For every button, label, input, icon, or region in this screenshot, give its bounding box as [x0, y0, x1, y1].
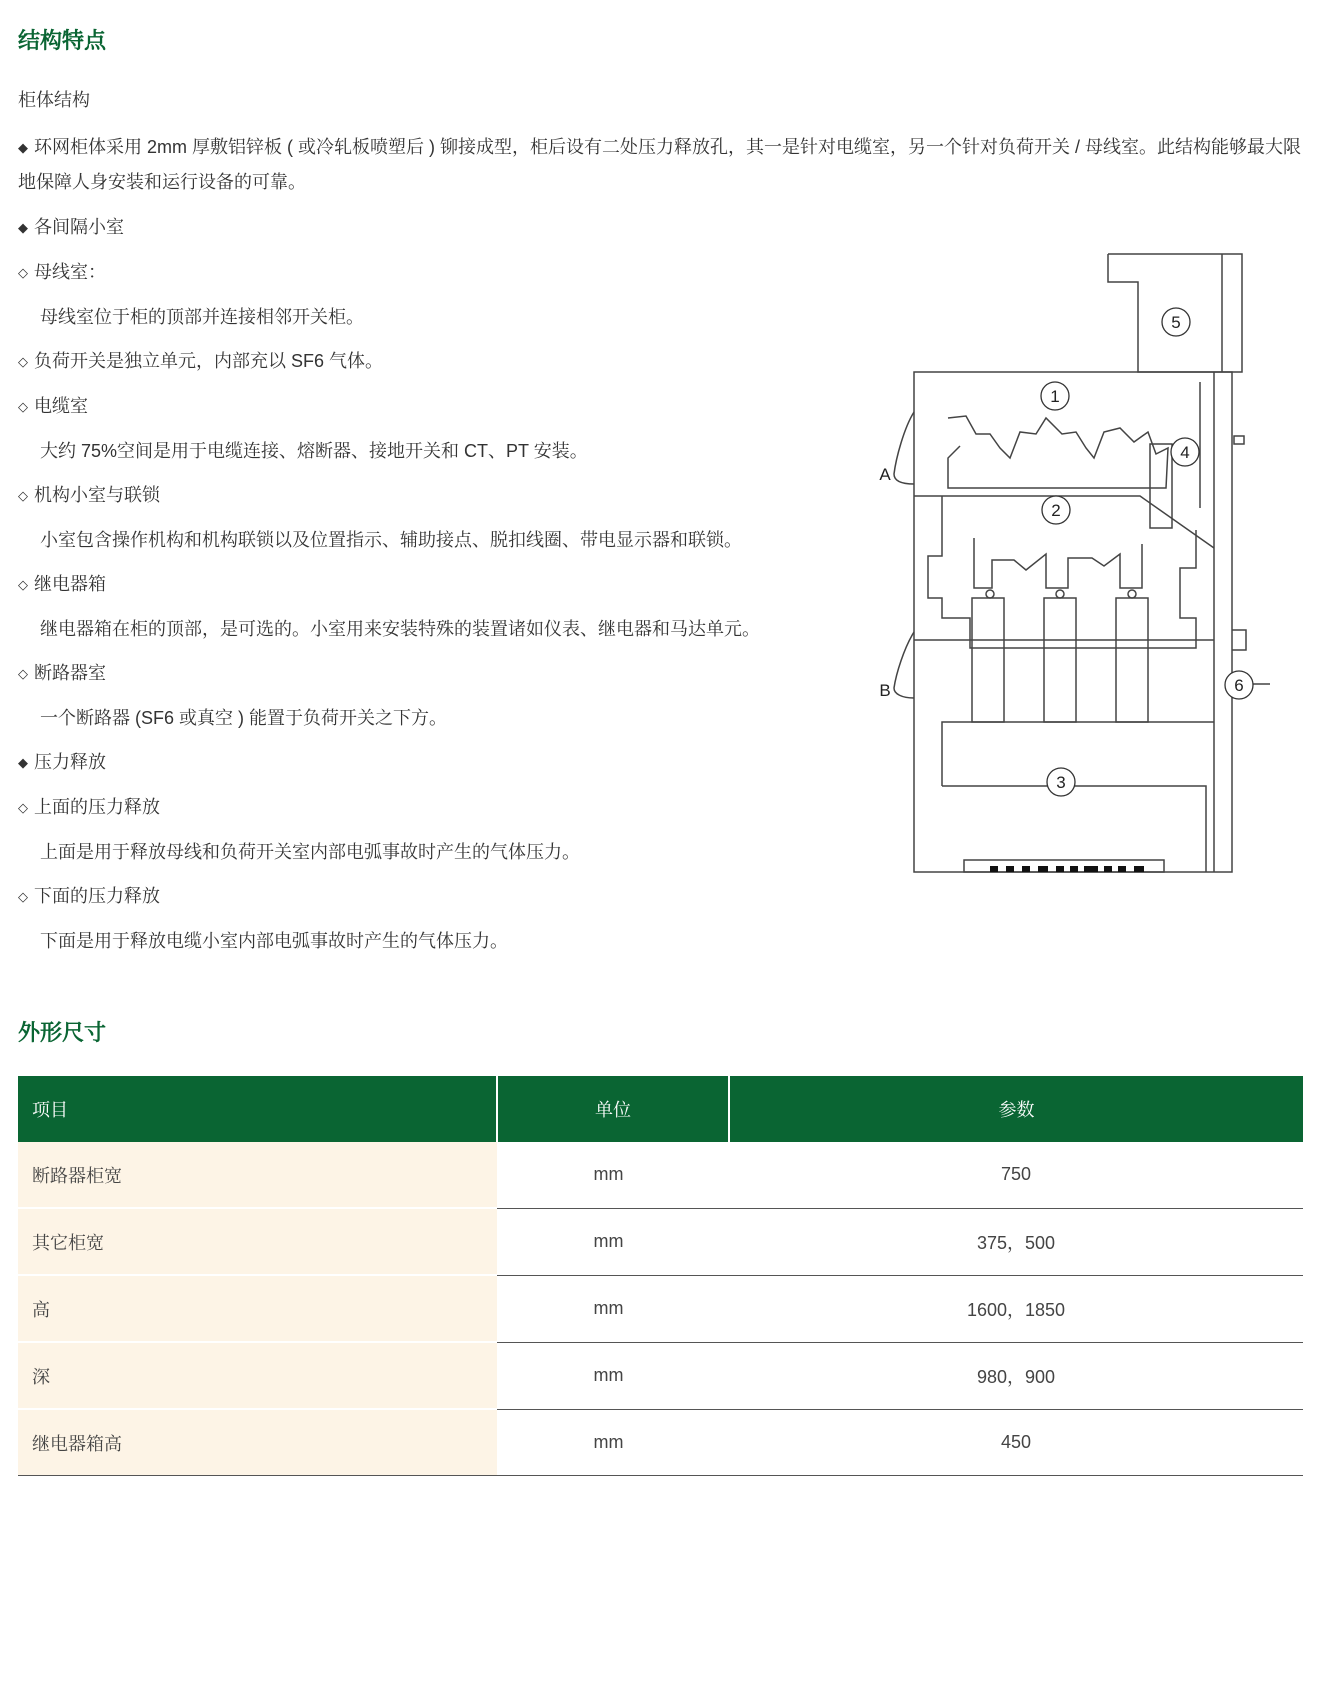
cable-terminals: [990, 866, 1144, 872]
label-5: 5: [1171, 313, 1181, 332]
upper-pressure-desc: 上面是用于释放母线和负荷开关室内部电弧事故时产生的气体压力。: [40, 842, 580, 862]
upper-pressure-title-text: 上面的压力释放: [34, 797, 160, 817]
label-1: 1: [1050, 387, 1060, 406]
busbar-contacts: [948, 416, 1168, 488]
row-item: 断路器柜宽: [18, 1142, 497, 1208]
row-unit: mm: [497, 1142, 729, 1208]
relay-desc: 继电器箱在柜的顶部，是可选的。小室用来安装特殊的装置诸如仪表、继电器和马达单元。: [40, 619, 760, 639]
diamond-outline-icon: ◇: [18, 889, 28, 904]
fuse-pin-1: [986, 590, 994, 598]
cable-desc: 大约 75%空间是用于电缆连接、熔断器、接地开关和 CT、PT 安装。: [40, 441, 588, 461]
row-value: 750: [729, 1142, 1303, 1208]
rear-bracket: [1232, 630, 1246, 650]
cabinet-heading: 柜体结构: [18, 90, 90, 110]
header-unit: 单位: [497, 1076, 729, 1142]
load-switch-text: 负荷开关是独立单元，内部充以 SF6 气体。: [34, 351, 384, 371]
relay-title-text: 继电器箱: [34, 574, 106, 594]
row-item: 深: [18, 1342, 497, 1409]
fuse-pin-2: [1056, 590, 1064, 598]
busbar-desc: 母线室位于柜的顶部并连接相邻开关柜。: [40, 307, 364, 327]
mechanism-handle: [1234, 436, 1244, 444]
cable-chamber-inner: [942, 786, 1206, 872]
row-unit: mm: [497, 1409, 729, 1476]
row-value: 1600，1850: [729, 1275, 1303, 1342]
dimensions-table: [18, 1076, 1303, 1476]
side-label-a: A: [879, 465, 891, 484]
row-value: 450: [729, 1409, 1303, 1476]
label-6: 6: [1234, 676, 1244, 695]
row-unit: mm: [497, 1342, 729, 1409]
breaker-desc: 一个断路器 (SF6 或真空 ) 能置于负荷开关之下方。: [40, 708, 448, 728]
lower-pressure-desc: 下面是用于释放电缆小室内部电弧事故时产生的气体压力。: [40, 931, 508, 951]
row-value: 980，900: [729, 1342, 1303, 1409]
row-item: 继电器箱高: [18, 1409, 497, 1476]
pressure-title-text: 压力释放: [34, 752, 106, 772]
diamond-outline-icon: ◇: [18, 800, 28, 815]
diamond-outline-icon: ◇: [18, 488, 28, 503]
cable-chamber-top: [942, 722, 1214, 786]
diamond-outline-icon: ◇: [18, 666, 28, 681]
table-row: [18, 1208, 1303, 1275]
diamond-outline-icon: ◇: [18, 399, 28, 414]
section-title-structure: 结构特点: [18, 28, 107, 53]
cabinet-intro: [18, 130, 1303, 199]
table-row: [18, 1409, 1303, 1476]
diamond-outline-icon: ◇: [18, 354, 28, 369]
label-2: 2: [1051, 501, 1061, 520]
row-value: 375，500: [729, 1208, 1303, 1275]
busbar-title-text: 母线室：: [34, 262, 106, 282]
cabinet-cross-section-diagram: [850, 248, 1270, 888]
mechanism-desc: 小室包含操作机构和机构联锁以及位置指示、辅助接点、脱扣线圈、带电显示器和联锁。: [40, 530, 742, 550]
pressure-flap-a: [894, 412, 914, 484]
pressure-flap-b: [894, 632, 914, 698]
side-label-b: B: [879, 681, 891, 700]
cable-title-text: 电缆室: [34, 396, 88, 416]
diamond-outline-icon: ◇: [18, 265, 28, 280]
table-header-row: [18, 1076, 1303, 1142]
compartments-title-text: 各间隔小室: [34, 217, 124, 237]
row-unit: mm: [497, 1208, 729, 1275]
fuse-tube-3: [1116, 598, 1148, 722]
label-4: 4: [1180, 443, 1190, 462]
fuse-pin-3: [1128, 590, 1136, 598]
header-param: 参数: [729, 1076, 1303, 1142]
diamond-filled-icon: ◆: [18, 140, 28, 155]
table-row: [18, 1142, 1303, 1208]
diamond-filled-icon: ◆: [18, 220, 28, 235]
diamond-filled-icon: ◆: [18, 755, 28, 770]
label-3: 3: [1056, 773, 1066, 792]
load-switch-blades: [974, 538, 1142, 588]
breaker-title-text: 断路器室: [34, 663, 106, 683]
lower-pressure-title-text: 下面的压力释放: [34, 886, 160, 906]
header-item: 项目: [18, 1076, 497, 1142]
fuse-tube-2: [1044, 598, 1076, 722]
fuse-tube-1: [972, 598, 1004, 722]
row-unit: mm: [497, 1275, 729, 1342]
table-row: [18, 1275, 1303, 1342]
table-row: [18, 1342, 1303, 1409]
cabinet-intro-text: 环网柜体采用 2mm 厚敷铝锌板 ( 或冷轧板喷塑后 ) 铆接成型，柜后设有二处压力释放孔，其一是针对电缆室，另一个针对负荷开关 / 母线室。此结构能够最大限地保障人身安装和运行设备的可靠。: [18, 137, 1301, 192]
mechanism-title-text: 机构小室与联锁: [34, 485, 160, 505]
diamond-outline-icon: ◇: [18, 577, 28, 592]
compartments-title: [18, 205, 1303, 250]
row-item: 高: [18, 1275, 497, 1342]
section-title-dimensions: 外形尺寸: [18, 1020, 107, 1045]
row-item: 其它柜宽: [18, 1208, 497, 1275]
